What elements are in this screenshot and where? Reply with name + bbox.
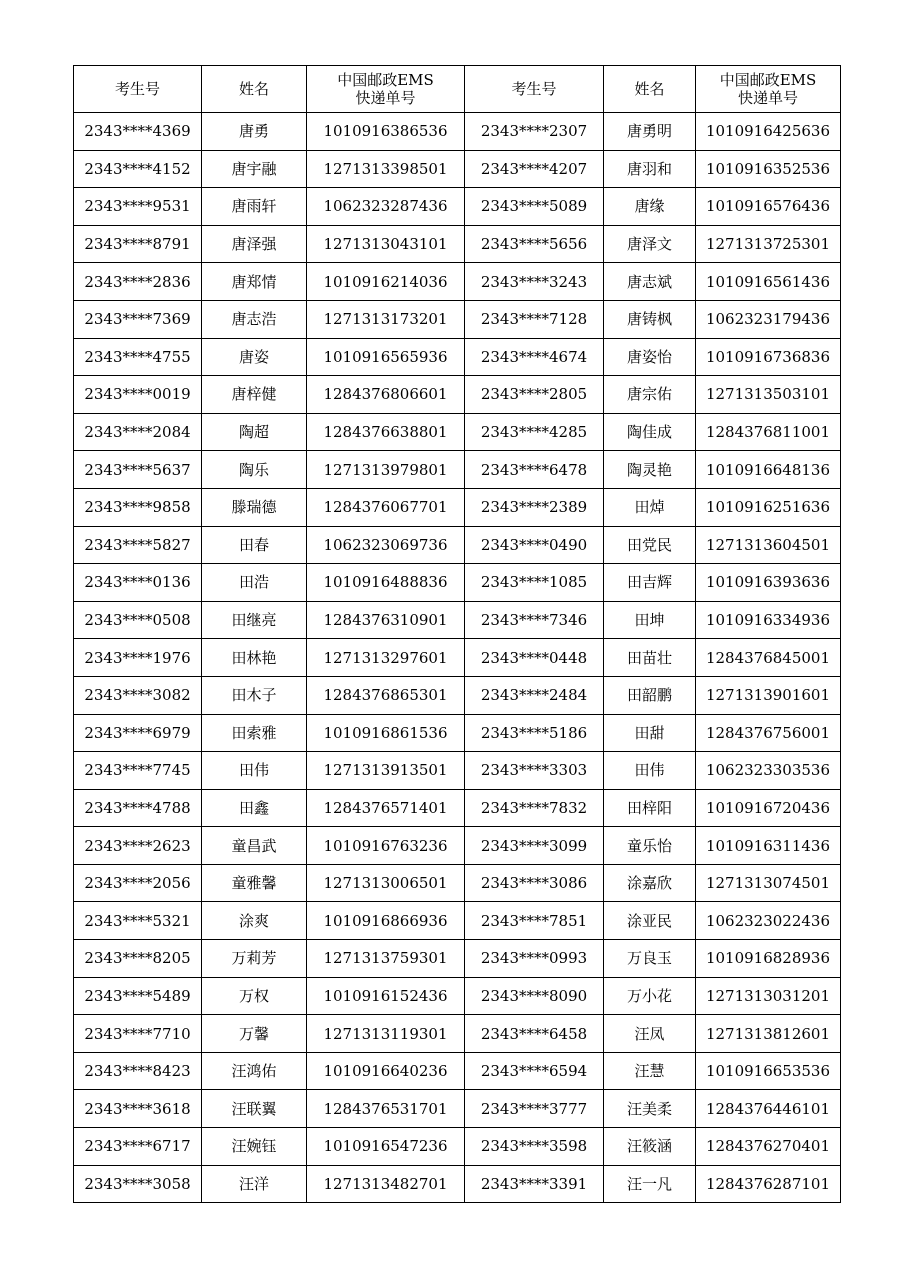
student-name-cell: 田林艳 (202, 639, 307, 677)
table-row (74, 1128, 841, 1166)
student-name-cell: 田党民 (604, 526, 696, 564)
exam-no-cell: 2343****4369 (74, 113, 202, 151)
ems-tracking-cell: 1062323287436 (307, 188, 465, 226)
student-name-cell: 唐志斌 (604, 263, 696, 301)
ems-tracking-cell: 1010916576436 (696, 188, 841, 226)
exam-no-cell: 2343****0490 (465, 526, 604, 564)
exam-no-cell: 2343****2805 (465, 376, 604, 414)
student-name-cell: 田甜 (604, 714, 696, 752)
ems-tracking-cell: 1010916720436 (696, 789, 841, 827)
ems-tracking-cell: 1010916861536 (307, 714, 465, 752)
exam-no-cell: 2343****8090 (465, 977, 604, 1015)
table-row (74, 940, 841, 978)
exam-no-cell: 2343****3618 (74, 1090, 202, 1128)
exam-no-cell: 2343****2484 (465, 676, 604, 714)
student-name-cell: 田索雅 (202, 714, 307, 752)
student-name-cell: 田苗壮 (604, 639, 696, 677)
exam-no-cell: 2343****5656 (465, 225, 604, 263)
exam-no-cell: 2343****2307 (465, 113, 604, 151)
ems-tracking-cell: 1010916352536 (696, 150, 841, 188)
table-row (74, 1090, 841, 1128)
ems-tracking-cell: 1271313901601 (696, 676, 841, 714)
ems-tracking-cell: 1271313482701 (307, 1165, 465, 1203)
exam-no-cell: 2343****7710 (74, 1015, 202, 1053)
ems-tracking-cell: 1271313812601 (696, 1015, 841, 1053)
exam-no-cell: 2343****8791 (74, 225, 202, 263)
table-header (74, 66, 841, 113)
exam-no-cell: 2343****8205 (74, 940, 202, 978)
ems-tracking-cell: 1271313297601 (307, 639, 465, 677)
ems-tracking-cell: 1010916334936 (696, 601, 841, 639)
student-name-cell: 陶乐 (202, 451, 307, 489)
ems-tracking-cell: 1271313913501 (307, 752, 465, 790)
student-name-cell: 田鑫 (202, 789, 307, 827)
ems-shipment-table (73, 65, 841, 1203)
table-row (74, 714, 841, 752)
table-row (74, 789, 841, 827)
ems-tracking-cell: 1271313043101 (307, 225, 465, 263)
table-row (74, 1015, 841, 1053)
table-row (74, 639, 841, 677)
ems-tracking-cell: 1284376446101 (696, 1090, 841, 1128)
exam-no-cell: 2343****0508 (74, 601, 202, 639)
ems-tracking-cell: 1062323069736 (307, 526, 465, 564)
ems-tracking-cell: 1271313398501 (307, 150, 465, 188)
student-name-cell: 万莉芳 (202, 940, 307, 978)
exam-no-cell: 2343****7745 (74, 752, 202, 790)
table-body (74, 113, 841, 1203)
student-name-cell: 唐缘 (604, 188, 696, 226)
ems-tracking-cell: 1010916565936 (307, 338, 465, 376)
table-row (74, 188, 841, 226)
header-exam-no-left: 考生号 (74, 66, 202, 113)
ems-tracking-cell: 1271313759301 (307, 940, 465, 978)
exam-no-cell: 2343****4152 (74, 150, 202, 188)
student-name-cell: 田焯 (604, 488, 696, 526)
header-ems-line2: 快递单号 (737, 89, 798, 107)
table-row (74, 526, 841, 564)
ems-tracking-cell: 1010916152436 (307, 977, 465, 1015)
header-ems-line2: 快递单号 (355, 89, 416, 107)
exam-no-cell: 2343****3391 (465, 1165, 604, 1203)
exam-no-cell: 2343****5637 (74, 451, 202, 489)
exam-no-cell: 2343****9531 (74, 188, 202, 226)
student-name-cell: 汪凤 (604, 1015, 696, 1053)
student-name-cell: 涂爽 (202, 902, 307, 940)
table-row (74, 263, 841, 301)
exam-no-cell: 2343****9858 (74, 488, 202, 526)
student-name-cell: 唐雨轩 (202, 188, 307, 226)
exam-no-cell: 2343****3303 (465, 752, 604, 790)
ems-tracking-cell: 1271313604501 (696, 526, 841, 564)
ems-tracking-cell: 1062323303536 (696, 752, 841, 790)
student-name-cell: 汪洋 (202, 1165, 307, 1203)
ems-tracking-cell: 1010916386536 (307, 113, 465, 151)
exam-no-cell: 2343****5186 (465, 714, 604, 752)
student-name-cell: 汪鸿佑 (202, 1052, 307, 1090)
header-ems-right (696, 66, 841, 113)
student-name-cell: 汪慧 (604, 1052, 696, 1090)
student-name-cell: 田坤 (604, 601, 696, 639)
table-row (74, 752, 841, 790)
student-name-cell: 唐铸枫 (604, 300, 696, 338)
ems-tracking-cell: 1284376865301 (307, 676, 465, 714)
table-row (74, 413, 841, 451)
header-name-left: 姓名 (202, 66, 307, 113)
table-row (74, 601, 841, 639)
ems-tracking-cell: 1284376571401 (307, 789, 465, 827)
student-name-cell: 汪一凡 (604, 1165, 696, 1203)
student-name-cell: 汪联翼 (202, 1090, 307, 1128)
header-ems-left (307, 66, 465, 113)
table-row (74, 676, 841, 714)
exam-no-cell: 2343****0019 (74, 376, 202, 414)
ems-tracking-cell: 1010916828936 (696, 940, 841, 978)
exam-no-cell: 2343****7128 (465, 300, 604, 338)
student-name-cell: 唐宇融 (202, 150, 307, 188)
student-name-cell: 唐志浩 (202, 300, 307, 338)
student-name-cell: 田伟 (604, 752, 696, 790)
exam-no-cell: 2343****3243 (465, 263, 604, 301)
student-name-cell: 唐梓健 (202, 376, 307, 414)
student-name-cell: 田梓阳 (604, 789, 696, 827)
student-name-cell: 田韶鹏 (604, 676, 696, 714)
ems-tracking-cell: 1284376845001 (696, 639, 841, 677)
ems-tracking-cell: 1010916763236 (307, 827, 465, 865)
exam-no-cell: 2343****0136 (74, 564, 202, 602)
ems-tracking-cell: 1284376270401 (696, 1128, 841, 1166)
student-name-cell: 唐勇明 (604, 113, 696, 151)
student-name-cell: 童乐怡 (604, 827, 696, 865)
student-name-cell: 田木子 (202, 676, 307, 714)
exam-no-cell: 2343****3086 (465, 864, 604, 902)
table-row (74, 113, 841, 151)
table-row (74, 451, 841, 489)
ems-tracking-cell: 1010916547236 (307, 1128, 465, 1166)
ems-tracking-cell: 1284376531701 (307, 1090, 465, 1128)
student-name-cell: 万小花 (604, 977, 696, 1015)
ems-tracking-cell: 1010916488836 (307, 564, 465, 602)
table-row (74, 1052, 841, 1090)
exam-no-cell: 2343****5827 (74, 526, 202, 564)
table-row (74, 1165, 841, 1203)
ems-tracking-cell: 1010916648136 (696, 451, 841, 489)
header-ems-line1: 中国邮政EMS (719, 71, 817, 89)
student-name-cell: 万良玉 (604, 940, 696, 978)
exam-no-cell: 2343****0448 (465, 639, 604, 677)
student-name-cell: 唐姿怡 (604, 338, 696, 376)
exam-no-cell: 2343****4207 (465, 150, 604, 188)
exam-no-cell: 2343****4285 (465, 413, 604, 451)
header-exam-no-right: 考生号 (465, 66, 604, 113)
ems-tracking-cell: 1284376756001 (696, 714, 841, 752)
student-name-cell: 唐泽强 (202, 225, 307, 263)
ems-tracking-cell: 1271313979801 (307, 451, 465, 489)
ems-tracking-cell: 1010916214036 (307, 263, 465, 301)
exam-no-cell: 2343****2836 (74, 263, 202, 301)
exam-no-cell: 2343****2623 (74, 827, 202, 865)
ems-tracking-cell: 1271313725301 (696, 225, 841, 263)
student-name-cell: 汪筱涵 (604, 1128, 696, 1166)
exam-no-cell: 2343****2084 (74, 413, 202, 451)
student-name-cell: 汪美柔 (604, 1090, 696, 1128)
exam-no-cell: 2343****0993 (465, 940, 604, 978)
ems-tracking-cell: 1284376806601 (307, 376, 465, 414)
table-row (74, 300, 841, 338)
table-row (74, 902, 841, 940)
exam-no-cell: 2343****2056 (74, 864, 202, 902)
ems-tracking-cell: 1271313503101 (696, 376, 841, 414)
student-name-cell: 陶超 (202, 413, 307, 451)
exam-no-cell: 2343****1085 (465, 564, 604, 602)
student-name-cell: 万馨 (202, 1015, 307, 1053)
exam-no-cell: 2343****7851 (465, 902, 604, 940)
ems-tracking-cell: 1271313006501 (307, 864, 465, 902)
student-name-cell: 陶灵艳 (604, 451, 696, 489)
ems-tracking-cell: 1010916653536 (696, 1052, 841, 1090)
exam-no-cell: 2343****1976 (74, 639, 202, 677)
ems-tracking-cell: 1271313119301 (307, 1015, 465, 1053)
student-name-cell: 童雅馨 (202, 864, 307, 902)
student-name-cell: 唐勇 (202, 113, 307, 151)
exam-no-cell: 2343****3598 (465, 1128, 604, 1166)
exam-no-cell: 2343****3058 (74, 1165, 202, 1203)
exam-no-cell: 2343****4755 (74, 338, 202, 376)
exam-no-cell: 2343****7832 (465, 789, 604, 827)
table-row (74, 150, 841, 188)
student-name-cell: 陶佳成 (604, 413, 696, 451)
table-row (74, 338, 841, 376)
ems-tracking-cell: 1010916425636 (696, 113, 841, 151)
ems-tracking-cell: 1010916736836 (696, 338, 841, 376)
exam-no-cell: 2343****6594 (465, 1052, 604, 1090)
ems-tracking-cell: 1271313074501 (696, 864, 841, 902)
student-name-cell: 唐姿 (202, 338, 307, 376)
student-name-cell: 汪婉钰 (202, 1128, 307, 1166)
student-name-cell: 田春 (202, 526, 307, 564)
exam-no-cell: 2343****7346 (465, 601, 604, 639)
exam-no-cell: 2343****8423 (74, 1052, 202, 1090)
student-name-cell: 滕瑞德 (202, 488, 307, 526)
exam-no-cell: 2343****3099 (465, 827, 604, 865)
exam-no-cell: 2343****6458 (465, 1015, 604, 1053)
table-row (74, 376, 841, 414)
header-ems-line1: 中国邮政EMS (337, 71, 434, 89)
ems-tracking-cell: 1010916561436 (696, 263, 841, 301)
exam-no-cell: 2343****4788 (74, 789, 202, 827)
table-row (74, 225, 841, 263)
student-name-cell: 涂亚民 (604, 902, 696, 940)
exam-no-cell: 2343****5321 (74, 902, 202, 940)
ems-tracking-cell: 1010916251636 (696, 488, 841, 526)
header-name-right: 姓名 (604, 66, 696, 113)
student-name-cell: 唐羽和 (604, 150, 696, 188)
student-name-cell: 田伟 (202, 752, 307, 790)
exam-no-cell: 2343****5489 (74, 977, 202, 1015)
ems-tracking-cell: 1010916311436 (696, 827, 841, 865)
student-name-cell: 童昌武 (202, 827, 307, 865)
ems-tracking-cell: 1284376287101 (696, 1165, 841, 1203)
student-name-cell: 唐宗佑 (604, 376, 696, 414)
student-name-cell: 唐郑情 (202, 263, 307, 301)
ems-tracking-cell: 1271313173201 (307, 300, 465, 338)
table-row (74, 488, 841, 526)
ems-tracking-cell: 1062323179436 (696, 300, 841, 338)
table-row (74, 864, 841, 902)
exam-no-cell: 2343****3777 (465, 1090, 604, 1128)
exam-no-cell: 2343****6979 (74, 714, 202, 752)
exam-no-cell: 2343****5089 (465, 188, 604, 226)
exam-no-cell: 2343****4674 (465, 338, 604, 376)
student-name-cell: 唐泽文 (604, 225, 696, 263)
ems-tracking-cell: 1062323022436 (696, 902, 841, 940)
ems-tracking-cell: 1010916393636 (696, 564, 841, 602)
ems-tracking-cell: 1284376638801 (307, 413, 465, 451)
student-name-cell: 涂嘉欣 (604, 864, 696, 902)
exam-no-cell: 2343****7369 (74, 300, 202, 338)
exam-no-cell: 2343****3082 (74, 676, 202, 714)
student-name-cell: 田继亮 (202, 601, 307, 639)
student-name-cell: 万权 (202, 977, 307, 1015)
ems-tracking-cell: 1010916640236 (307, 1052, 465, 1090)
table-row (74, 977, 841, 1015)
ems-tracking-cell: 1271313031201 (696, 977, 841, 1015)
ems-shipment-table-page (73, 65, 841, 1203)
student-name-cell: 田浩 (202, 564, 307, 602)
ems-tracking-cell: 1010916866936 (307, 902, 465, 940)
header-row (74, 66, 841, 113)
exam-no-cell: 2343****2389 (465, 488, 604, 526)
table-row (74, 827, 841, 865)
student-name-cell: 田吉辉 (604, 564, 696, 602)
exam-no-cell: 2343****6478 (465, 451, 604, 489)
ems-tracking-cell: 1284376310901 (307, 601, 465, 639)
table-row (74, 564, 841, 602)
ems-tracking-cell: 1284376067701 (307, 488, 465, 526)
exam-no-cell: 2343****6717 (74, 1128, 202, 1166)
ems-tracking-cell: 1284376811001 (696, 413, 841, 451)
